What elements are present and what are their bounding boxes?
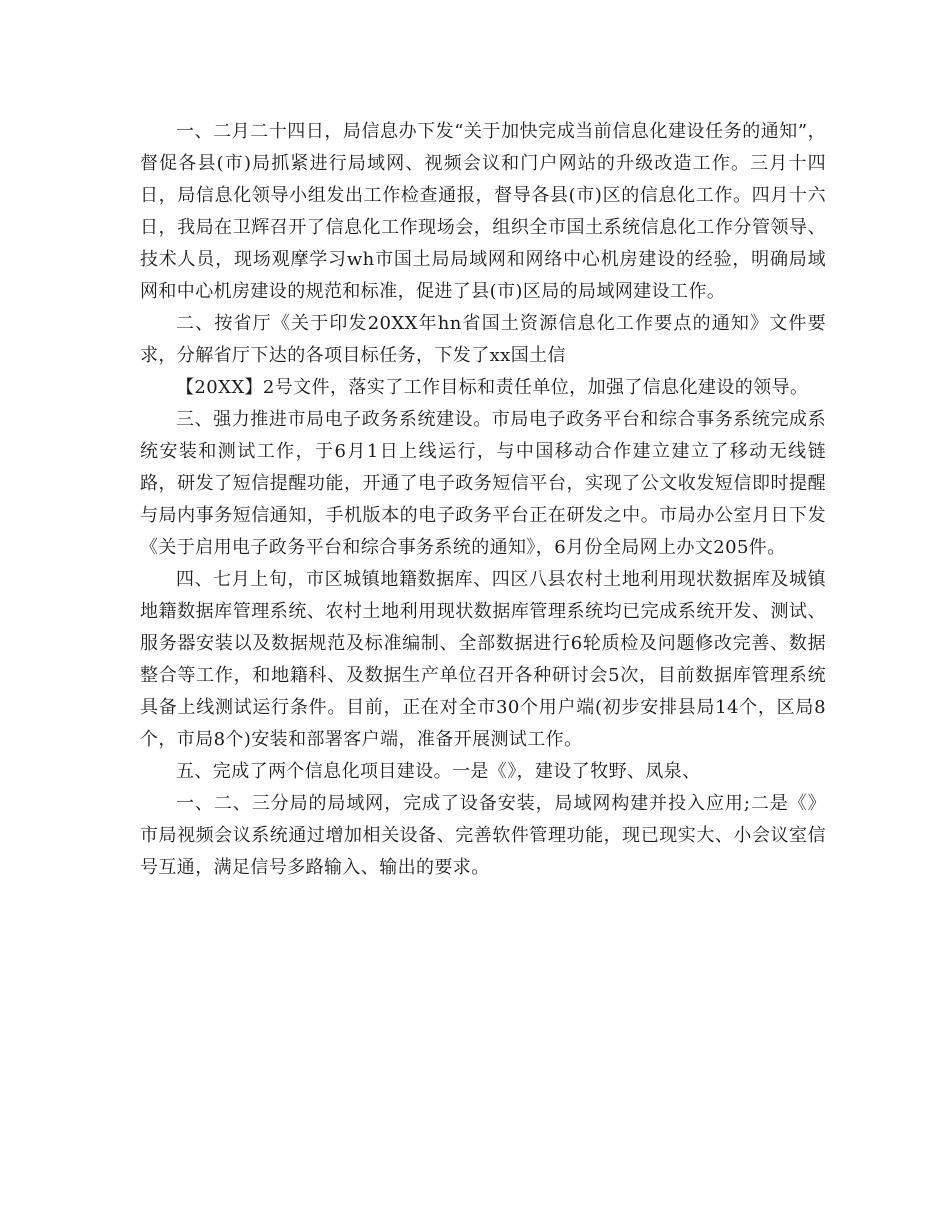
paragraph-6: 五、完成了两个信息化项目建设。一是《》，建设了牧野、凤泉、 bbox=[176, 761, 701, 782]
paragraph-3: 【20XX】2号文件，落实了工作目标和责任单位，加强了信息化建设的领导。 bbox=[176, 377, 809, 398]
paragraph-2: 二、按省厅《关于印发20XX年hn省国土资源信息化工作要点的通知》文件要求，分解省厅下达的各项目标任务，下发了xx国土信 bbox=[140, 313, 826, 366]
paragraph-7: 一、二、三分局的局域网，完成了设备安装，局域网构建并投入应用;二是《》市局视频会议系统通过增加相关设备、完善软件管理功能，现已现实大、小会议室信号互通，满足信号多路输入、输出的要求。 bbox=[140, 793, 826, 878]
paragraph-4: 三、强力推进市局电子政务系统建设。市局电子政务平台和综合事务系统完成系统安装和测试工作，于6月1日上线运行，与中国移动合作建立建立了移动无线链路，研发了短信提醒功能，开通了电子政务短信平台，实现了公文收发短信即时提醒与局内事务短信通知，手机版本的电子政务平台正在研发之中。市局办公室月日下发《关于启用电子政务平台和综合事务系统的通知》，6月份全局网上办文205件。 bbox=[140, 409, 826, 558]
paragraph-1: 一、二月二十四日，局信息办下发“关于加快完成当前信息化建设任务的通知”，督促各县(市)局抓紧进行局域网、视频会议和门户网站的升级改造工作。三月十四日，局信息化领导小组发出工作检查通报，督导各县(市)区的信息化工作。四月十六日，我局在卫辉召开了信息化工作现场会，组织全市国土系统信息化工作分管领导、技术人员，现场观摩学习wh市国土局局域网和网络中心机房建设的经验，明确局域网和中心机房建设的规范和标准，促进了县(市)区局的局域网建设工作。 bbox=[140, 121, 826, 302]
paragraph-5: 四、七月上旬，市区城镇地籍数据库、四区八县农村土地利用现状数据库及城镇地籍数据库管理系统、农村土地利用现状数据库管理系统均已完成系统开发、测试、服务器安装以及数据规范及标准编制、全部数据进行6轮质检及问题修改完善、数据整合等工作，和地籍科、及数据生产单位召开各种研讨会5次，目前数据库管理系统具备上线测试运行条件。目前，正在对全市30个用户端(初步安排县局14个，区局8个，市局8个)安装和部署客户端，准备开展测试工作。 bbox=[140, 569, 826, 750]
document-body bbox=[140, 116, 826, 884]
